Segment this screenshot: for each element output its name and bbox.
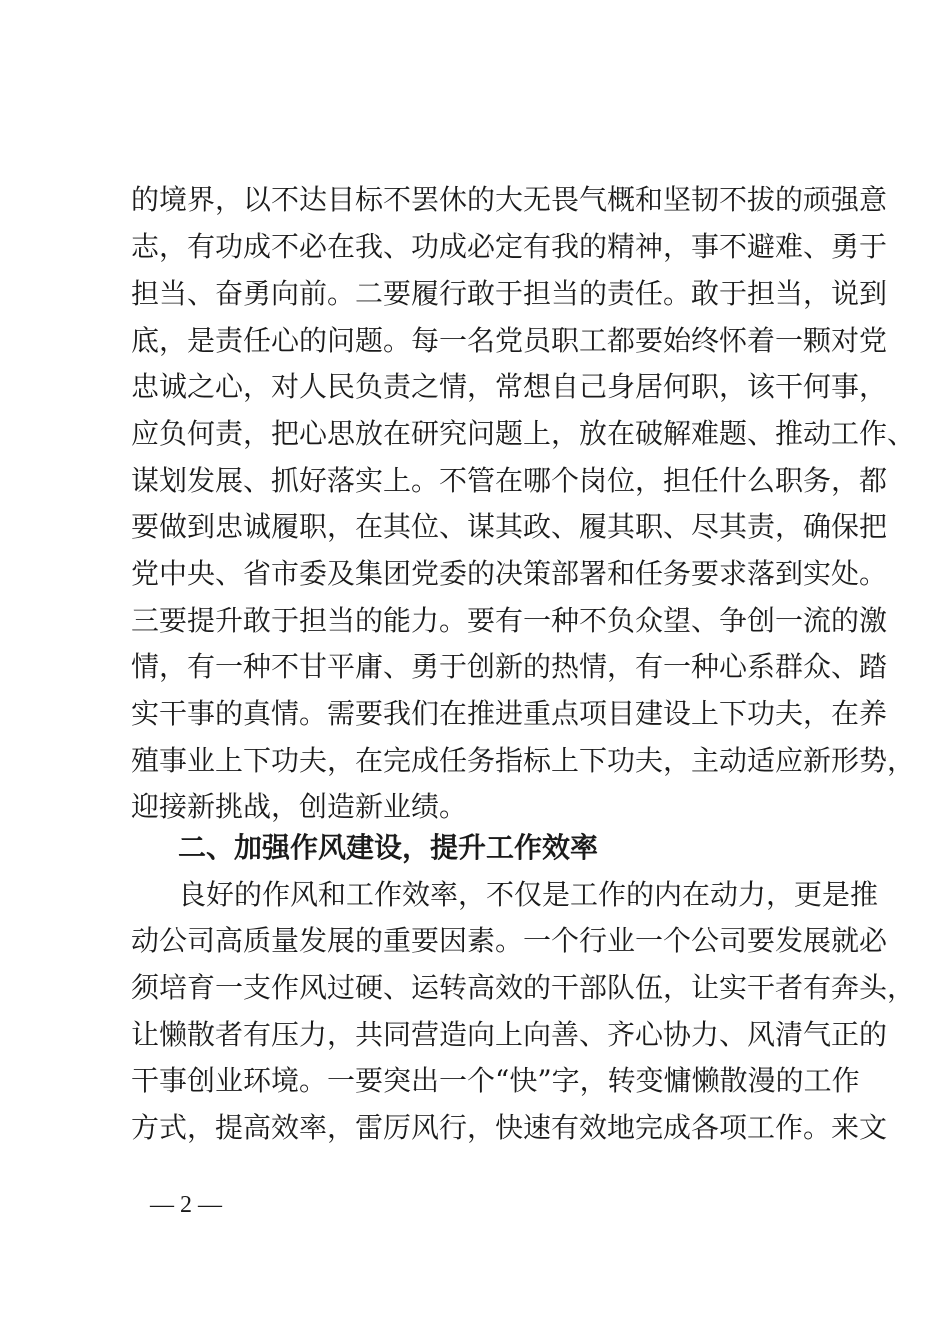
paragraph-line: 动公司高质量发展的重要因素。一个行业一个公司要发展就必 [131,924,888,957]
paragraph-line: 志，有功成不必在我、功成必定有我的精神，事不避难、勇于 [131,230,888,263]
section-heading: 二、加强作风建设，提升工作效率 [178,831,599,864]
paragraph-line: 三要提升敢于担当的能力。要有一种不负众望、争创一流的激 [131,604,888,637]
paragraph-line: 应负何责，把心思放在研究问题上，放在破解难题、推动工作、 [131,417,916,450]
paragraph-line: 忠诚之心，对人民负责之情，常想自己身居何职，该干何事， [131,370,888,403]
paragraph-line: 良好的作风和工作效率，不仅是工作的内在动力，更是推 [178,878,879,911]
paragraph-line: 要做到忠诚履职，在其位、谋其政、履其职、尽其责，确保把 [131,510,888,543]
paragraph-line: 让懒散者有压力，共同营造向上向善、齐心协力、风清气正的 [131,1018,888,1051]
paragraph-line: 党中央、省市委及集团党委的决策部署和任务要求落到实处。 [131,557,888,590]
paragraph-line: 实干事的真情。需要我们在推进重点项目建设上下功夫，在养 [131,697,888,730]
paragraph-line: 担当、奋勇向前。二要履行敢于担当的责任。敢于担当，说到 [131,277,888,310]
paragraph-line: 迎接新挑战，创造新业绩。 [131,790,468,823]
page-number: — 2 — [150,1192,222,1218]
paragraph-line: 底，是责任心的问题。每一名党员职工都要始终怀着一颗对党 [131,324,888,357]
paragraph-line: 方式，提高效率，雷厉风行，快速有效地完成各项工作。来文 [131,1111,888,1144]
paragraph-line: 须培育一支作风过硬、运转高效的干部队伍，让实干者有奔头， [131,971,916,1004]
paragraph-line: 情，有一种不甘平庸、勇于创新的热情，有一种心系群众、踏 [131,650,888,683]
paragraph-line: 殖事业上下功夫，在完成任务指标上下功夫，主动适应新形势， [131,744,916,777]
paragraph-line: 的境界，以不达目标不罢休的大无畏气概和坚韧不拔的顽强意 [131,183,888,216]
paragraph-line: 干事创业环境。一要突出一个“快”字，转变慵懒散漫的工作 [131,1064,860,1097]
paragraph-line: 谋划发展、抓好落实上。不管在哪个岗位，担任什么职务，都 [131,464,888,497]
